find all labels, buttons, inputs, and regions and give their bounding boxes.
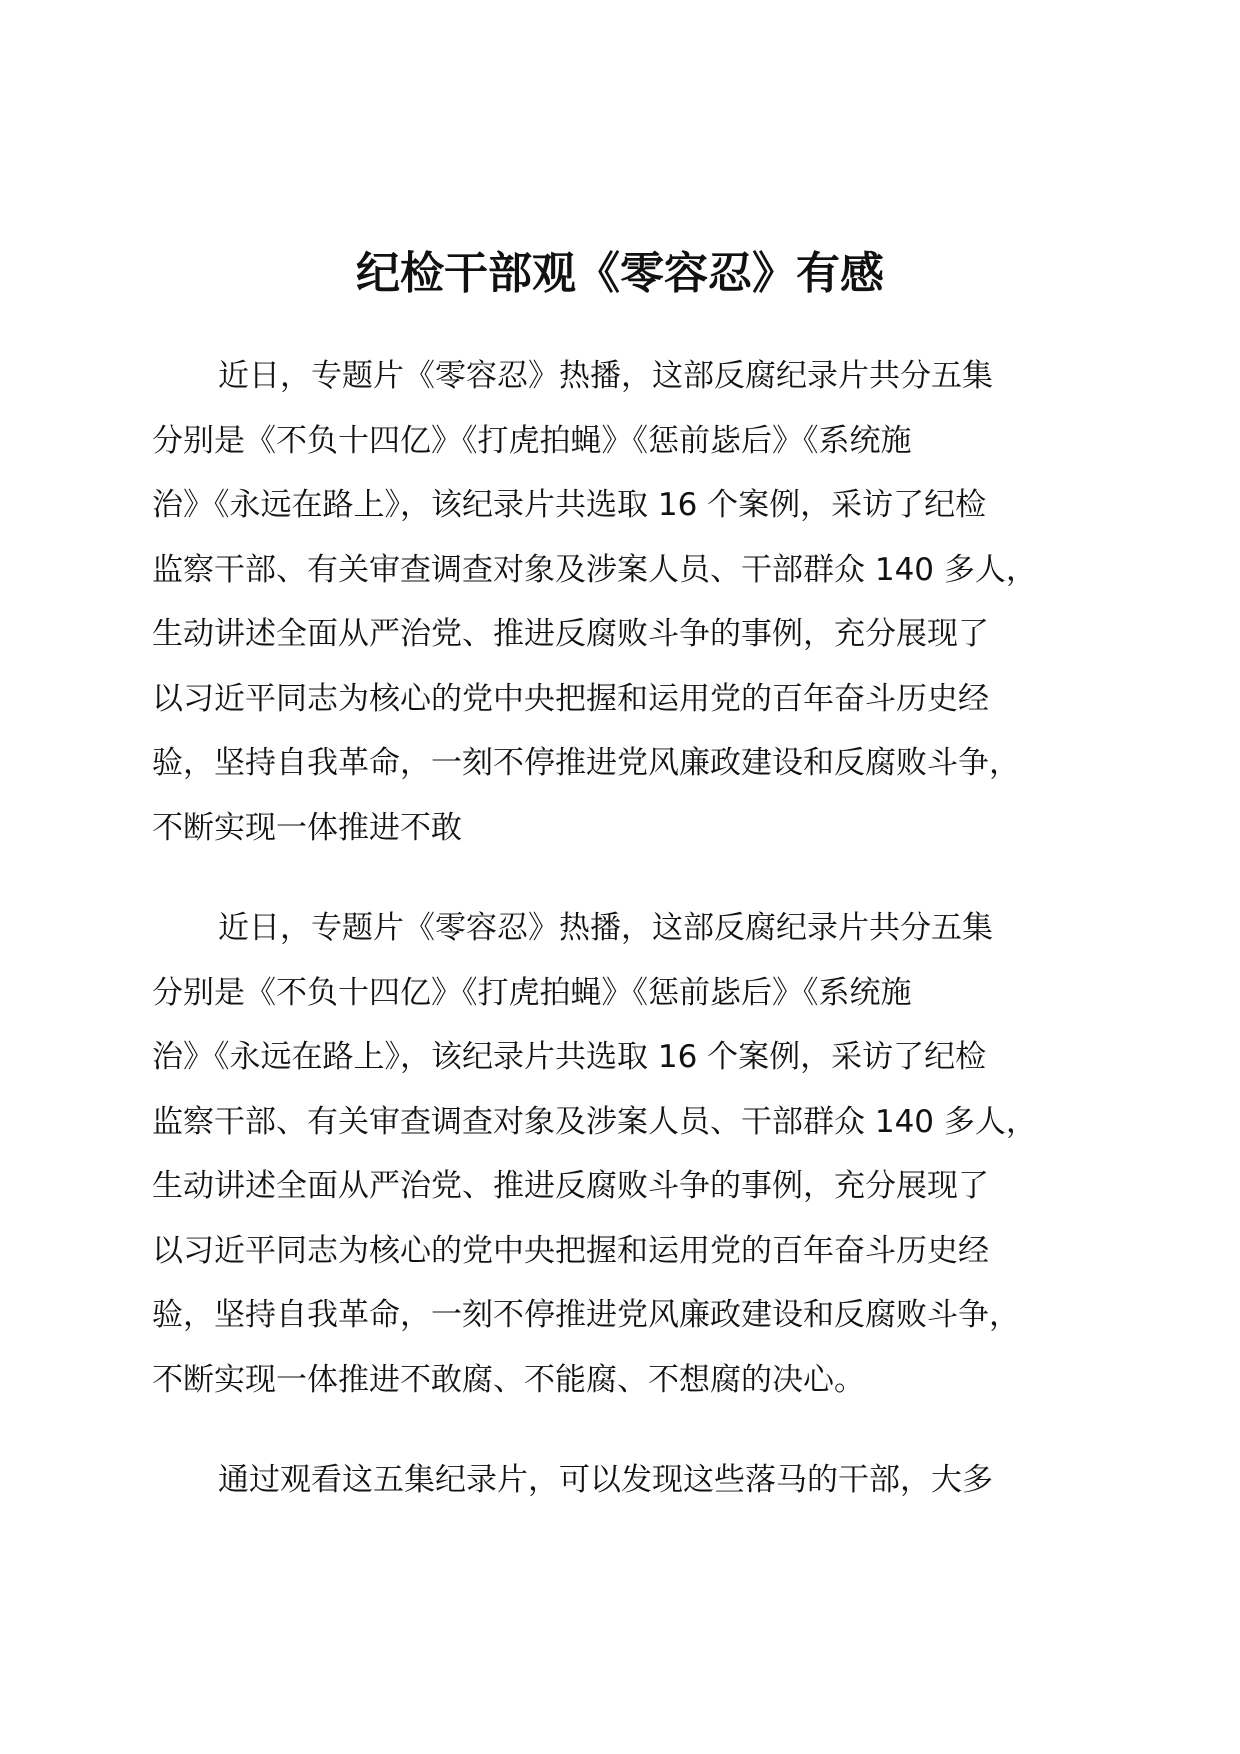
text-line: 通过观看这五集纪录片，可以发现这些落马的干部，大多: [218, 1462, 993, 1498]
paragraph-2: [152, 896, 1112, 1412]
text-line: 监察干部、有关审查调查对象及涉案人员、干部群众 140 多人，: [152, 551, 1037, 588]
text-line: 不断实现一体推进不敢腐、不能腐、不想腐的决心。: [152, 1361, 865, 1398]
text-line: 近日，专题片《零容忍》热播，这部反腐纪录片共分五集: [218, 358, 993, 394]
text-line: 分别是《不负十四亿》《打虎拍蝇》《惩前毖后》《系统施: [152, 974, 912, 1011]
text-line: 监察干部、有关审查调查对象及涉案人员、干部群众 140 多人，: [152, 1103, 1037, 1140]
text-line: 验，坚持自我革命，一刻不停推进党风廉政建设和反腐败斗争，: [152, 1297, 1020, 1333]
text-line: 验，坚持自我革命，一刻不停推进党风廉政建设和反腐败斗争，: [152, 745, 1020, 781]
text-line: 生动讲述全面从严治党、推进反腐败斗争的事例，充分展现了: [152, 1168, 989, 1204]
text-line: 生动讲述全面从严治党、推进反腐败斗争的事例，充分展现了: [152, 616, 989, 652]
paragraph-3: [152, 1448, 1112, 1513]
text-line: 治》《永远在路上》，该纪录片共选取 16 个案例，采访了纪检: [152, 1039, 987, 1075]
text-line: 不断实现一体推进不敢: [152, 809, 462, 846]
document-title: 纪检干部观《零容忍》有感: [356, 248, 884, 299]
paragraph-1: [152, 344, 1112, 860]
document-body: [152, 344, 1112, 1549]
text-line: 以习近平同志为核心的党中央把握和运用党的百年奋斗历史经: [152, 1232, 989, 1269]
text-line: 治》《永远在路上》，该纪录片共选取 16 个案例，采访了纪检: [152, 487, 987, 523]
text-line: 分别是《不负十四亿》《打虎拍蝇》《惩前毖后》《系统施: [152, 422, 912, 459]
text-line: 近日，专题片《零容忍》热播，这部反腐纪录片共分五集: [218, 910, 993, 946]
text-line: 以习近平同志为核心的党中央把握和运用党的百年奋斗历史经: [152, 680, 989, 717]
